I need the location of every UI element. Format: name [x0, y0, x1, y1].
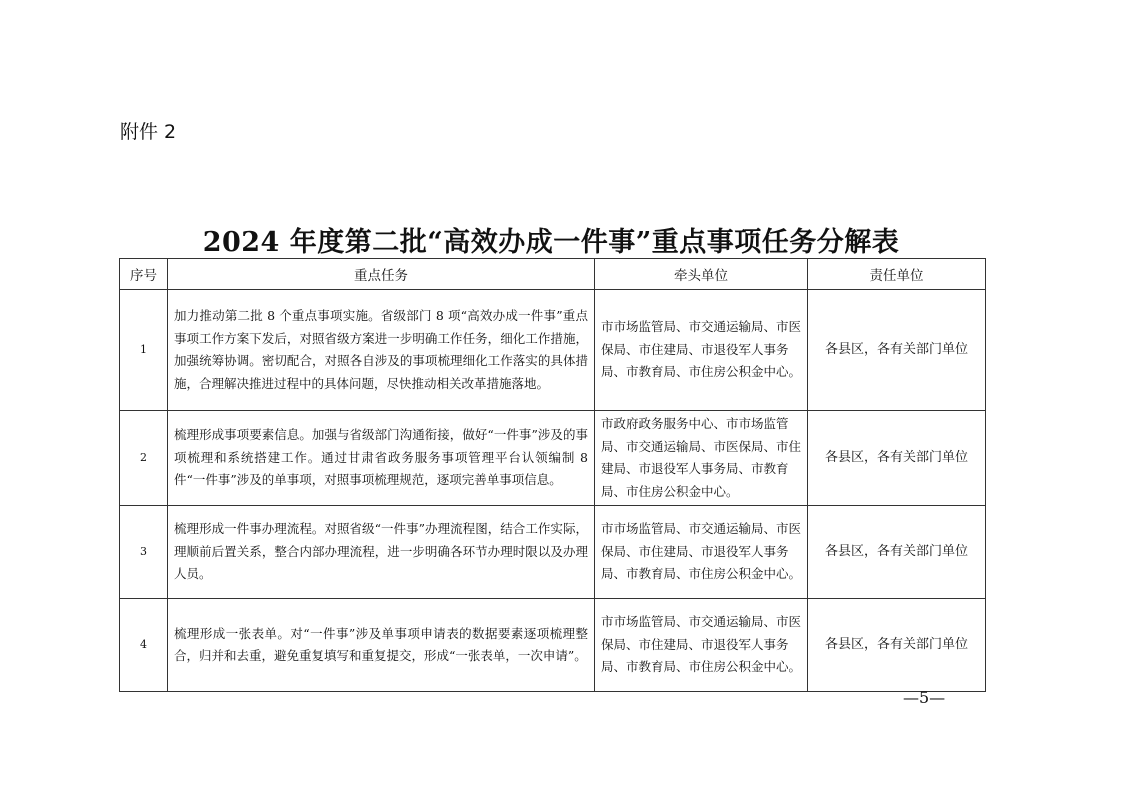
row-responsible: 各县区，各有关部门单位	[808, 290, 986, 411]
header-index: 序号	[120, 259, 168, 290]
row-task: 梳理形成一件事办理流程。对照省级“一件事”办理流程图，结合工作实际，理顺前后置关系，整合内部办理流程，进一步明确各环节办理时限以及办理人员。	[168, 506, 595, 599]
row-responsible: 各县区，各有关部门单位	[808, 599, 986, 692]
row-lead: 市市场监管局、市交通运输局、市医保局、市住建局、市退役军人事务局、市教育局、市住房公积金中心。	[595, 506, 808, 599]
task-table	[119, 258, 986, 692]
attachment-label: 附件 2	[120, 121, 177, 143]
table-row	[120, 411, 986, 506]
row-lead: 市市场监管局、市交通运输局、市医保局、市住建局、市退役军人事务局、市教育局、市住房公积金中心。	[595, 290, 808, 411]
header-task: 重点任务	[168, 259, 595, 290]
row-responsible: 各县区，各有关部门单位	[808, 506, 986, 599]
header-responsible: 责任单位	[808, 259, 986, 290]
table-row	[120, 290, 986, 411]
header-lead: 牵头单位	[595, 259, 808, 290]
table-header-row	[120, 259, 986, 290]
table-row	[120, 599, 986, 692]
row-index: 4	[120, 599, 168, 692]
page-number: —5—	[903, 688, 946, 707]
row-task: 梳理形成一张表单。对“一件事”涉及单事项申请表的数据要素逐项梳理整合，归并和去重，避免重复填写和重复提交，形成“一张表单，一次申请”。	[168, 599, 595, 692]
row-index: 3	[120, 506, 168, 599]
row-responsible: 各县区，各有关部门单位	[808, 411, 986, 506]
row-index: 2	[120, 411, 168, 506]
row-lead: 市政府政务服务中心、市市场监管局、市交通运输局、市医保局、市住建局、市退役军人事务局、市教育局、市住房公积金中心。	[595, 411, 808, 506]
table-row	[120, 506, 986, 599]
row-index: 1	[120, 290, 168, 411]
document-title: 2024 年度第二批“高效办成一件事”重点事项任务分解表	[202, 227, 900, 258]
row-lead: 市市场监管局、市交通运输局、市医保局、市住建局、市退役军人事务局、市教育局、市住房公积金中心。	[595, 599, 808, 692]
row-task: 梳理形成事项要素信息。加强与省级部门沟通衔接，做好“一件事”涉及的事项梳理和系统搭建工作。通过甘肃省政务服务事项管理平台认领编制 8 件“一件事”涉及的单事项，对照事项梳理规范，逐项完善单事项信息。	[168, 411, 595, 506]
row-task: 加力推动第二批 8 个重点事项实施。省级部门 8 项“高效办成一件事”重点事项工作方案下发后，对照省级方案进一步明确工作任务，细化工作措施，加强统筹协调。密切配合，对照各自涉及的事项梳理细化工作落实的具体措施，合理解决推进过程中的具体问题，尽快推动相关改革措施落地。	[168, 290, 595, 411]
